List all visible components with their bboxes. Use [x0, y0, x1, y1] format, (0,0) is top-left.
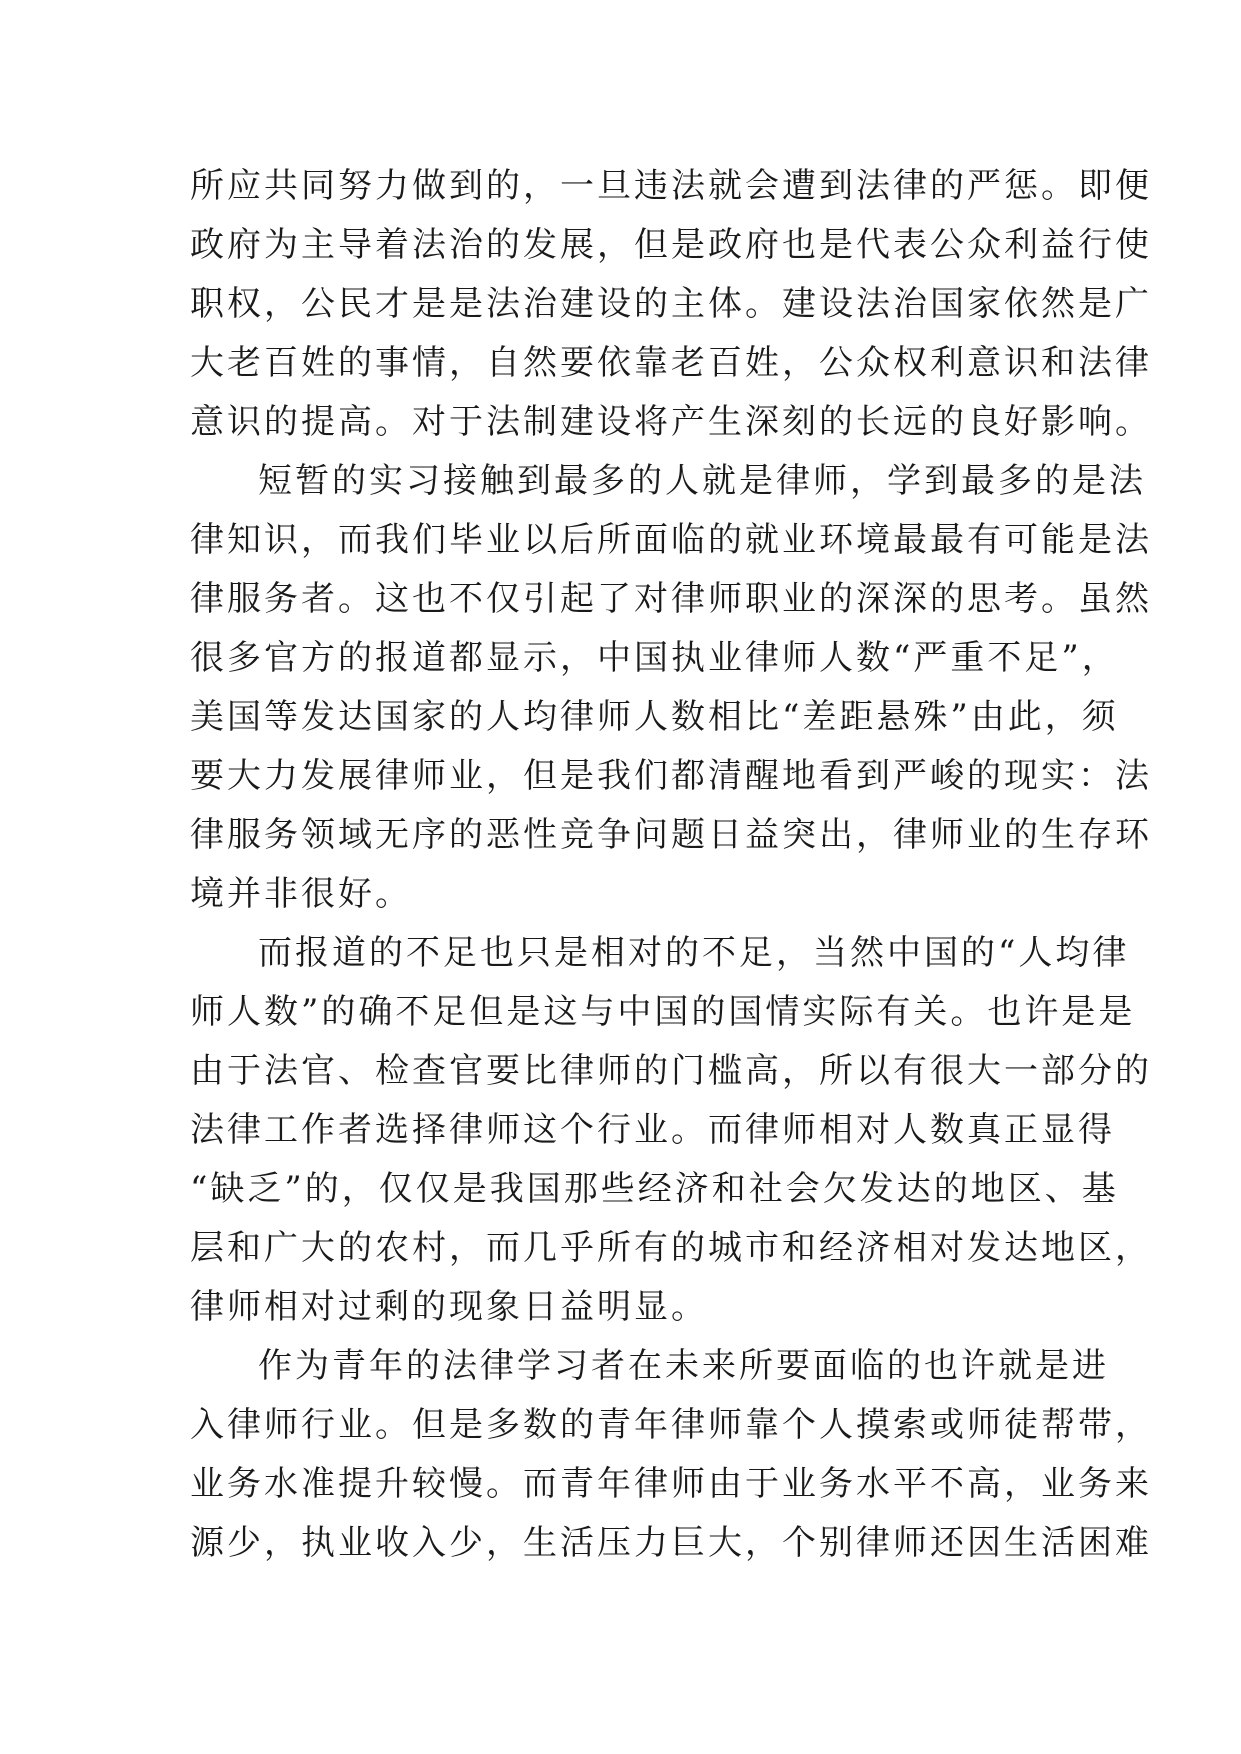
paragraph-first-line: 而报道的不足也只是相对的不足，当然中国的“人均律 [258, 933, 1130, 973]
text-line: 源少，执业收入少，生活压力巨大，个别律师还因生活困难 [190, 1523, 1152, 1563]
text-line: 大老百姓的事情，自然要依靠老百姓，公众权利意识和法律 [190, 343, 1152, 383]
text-line: 政府为主导着法治的发展，但是政府也是代表公众利益行使 [190, 225, 1152, 265]
text-line: 由于法官、检查官要比律师的门槛高，所以有很大一部分的 [190, 1051, 1152, 1091]
text-line: 入律师行业。但是多数的青年律师靠个人摸索或师徒帮带， [190, 1405, 1152, 1445]
text-line: 很多官方的报道都显示，中国执业律师人数“严重不足”， [190, 638, 1119, 678]
text-line: 职权，公民才是是法治建设的主体。建设法治国家依然是广 [190, 284, 1152, 324]
text-line: 层和广大的农村，而几乎所有的城市和经济相对发达地区， [190, 1228, 1152, 1268]
text-line: 律服务领域无序的恶性竞争问题日益突出，律师业的生存环 [190, 815, 1152, 855]
text-line: 律知识，而我们毕业以后所面临的就业环境最最有可能是法 [190, 520, 1152, 560]
text-line: 律服务者。这也不仅引起了对律师职业的深深的思考。虽然 [190, 579, 1152, 619]
paragraph-first-line: 短暂的实习接触到最多的人就是律师，学到最多的是法 [258, 461, 1146, 501]
text-line: 所应共同努力做到的，一旦违法就会遭到法律的严惩。即便 [190, 166, 1152, 206]
text-line: 师人数”的确不足但是这与中国的国情实际有关。也许是是 [190, 992, 1136, 1032]
text-line: 律师相对过剩的现象日益明显。 [190, 1287, 708, 1327]
text-line: 要大力发展律师业，但是我们都清醒地看到严峻的现实：法 [190, 756, 1152, 796]
text-line: 境并非很好。 [190, 874, 412, 914]
text-line: 法律工作者选择律师这个行业。而律师相对人数真正显得 [190, 1110, 1115, 1150]
text-line: 美国等发达国家的人均律师人数相比“差距悬殊”由此，须 [190, 697, 1119, 737]
text-line: 意识的提高。对于法制建设将产生深刻的长远的良好影响。 [190, 402, 1152, 442]
text-line: 业务水准提升较慢。而青年律师由于业务水平不高，业务来 [190, 1464, 1152, 1504]
paragraph-first-line: 作为青年的法律学习者在未来所要面临的也许就是进 [258, 1346, 1109, 1386]
text-line: “缺乏”的，仅仅是我国那些经济和社会欠发达的地区、基 [190, 1169, 1119, 1209]
document-body [190, 157, 1152, 1573]
